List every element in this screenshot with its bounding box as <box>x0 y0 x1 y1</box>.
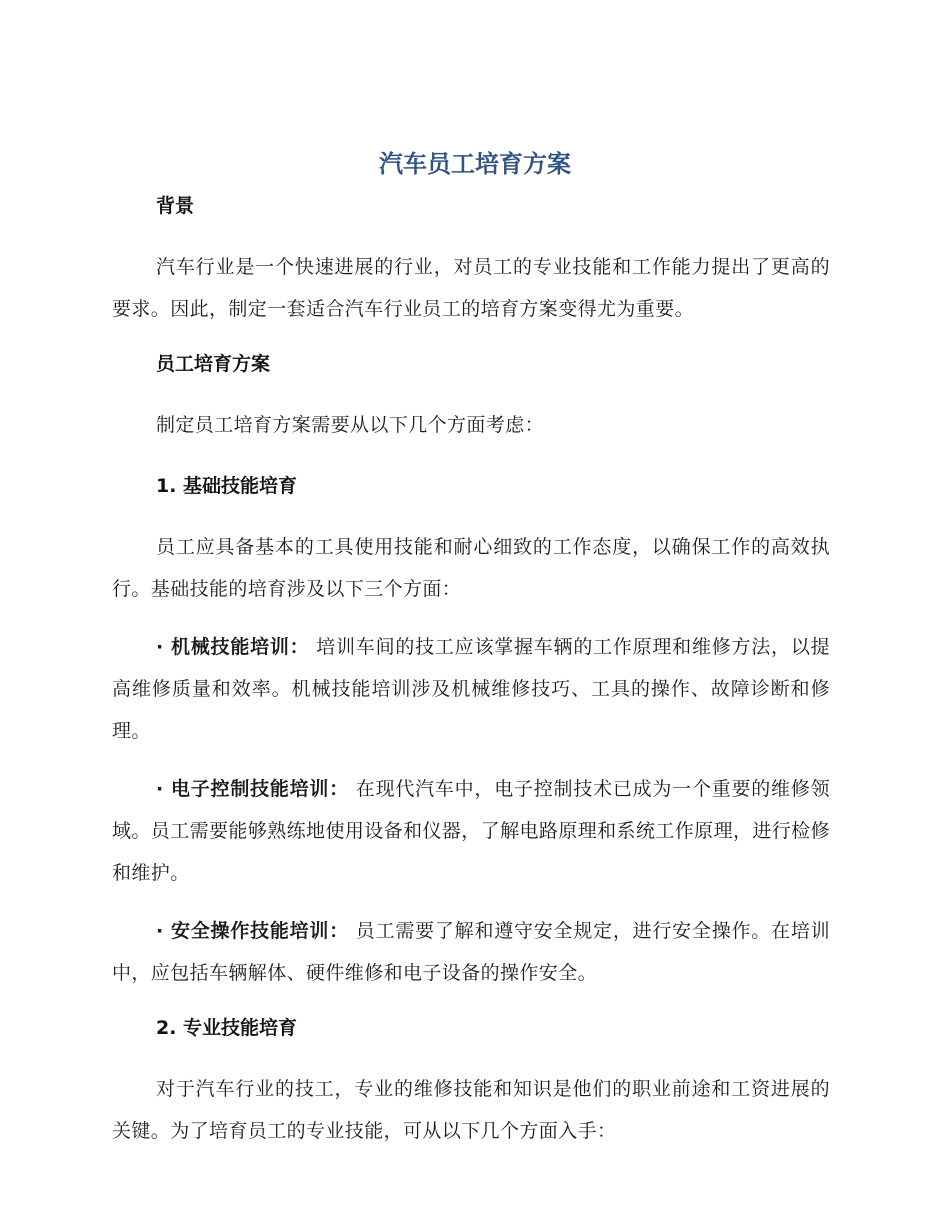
bullet-text: 在现代汽车中，电子控制技术已成为一个重要的维修领域。员工需要能够熟练地使用设备和仪器，了解电路原理和系统工作原理，进行检修和维护。 <box>112 778 831 884</box>
heading-professional-skills: 2. 专业技能培育 <box>156 1017 298 1039</box>
bullet-mechanical-skills <box>112 626 830 752</box>
bullet-label: · 机械技能培训： <box>156 636 310 658</box>
document-title: 汽车员工培育方案 <box>379 150 571 178</box>
bullet-label: · 电子控制技能培训： <box>156 778 349 800</box>
heading-employee-plan: 员工培育方案 <box>156 353 271 375</box>
heading-basic-skills: 1. 基础技能培育 <box>156 475 298 497</box>
bullet-label: · 安全操作技能培训： <box>156 920 349 942</box>
bullet-text: 员工需要了解和遵守安全规定，进行安全操作。在培训中，应包括车辆解体、硬件维修和电子设备的操作安全。 <box>112 920 831 984</box>
paragraph-professional-skills: 对于汽车行业的技工，专业的维修技能和知识是他们的职业前途和工资进展的关键。为了培育员工的专业技能，可从以下几个方面入手： <box>112 1078 830 1142</box>
paragraph-basic-skills: 员工应具备基本的工具使用技能和耐心细致的工作态度，以确保工作的高效执行。基础技能的培育涉及以下三个方面： <box>112 536 830 600</box>
bullet-safety-skills <box>112 910 830 994</box>
bullet-text: 培训车间的技工应该掌握车辆的工作原理和维修方法，以提高维修质量和效率。机械技能培训涉及机械维修技巧、工具的操作、故障诊断和修理。 <box>112 636 831 742</box>
heading-background: 背景 <box>156 195 195 217</box>
paragraph-plan-intro: 制定员工培育方案需要从以下几个方面考虑： <box>156 414 545 436</box>
document-body <box>112 188 830 1168</box>
bullet-electronic-control-skills <box>112 768 830 894</box>
paragraph-background: 汽车行业是一个快速进展的行业，对员工的专业技能和工作能力提出了更高的要求。因此，制定一套适合汽车行业员工的培育方案变得尤为重要。 <box>112 256 830 320</box>
